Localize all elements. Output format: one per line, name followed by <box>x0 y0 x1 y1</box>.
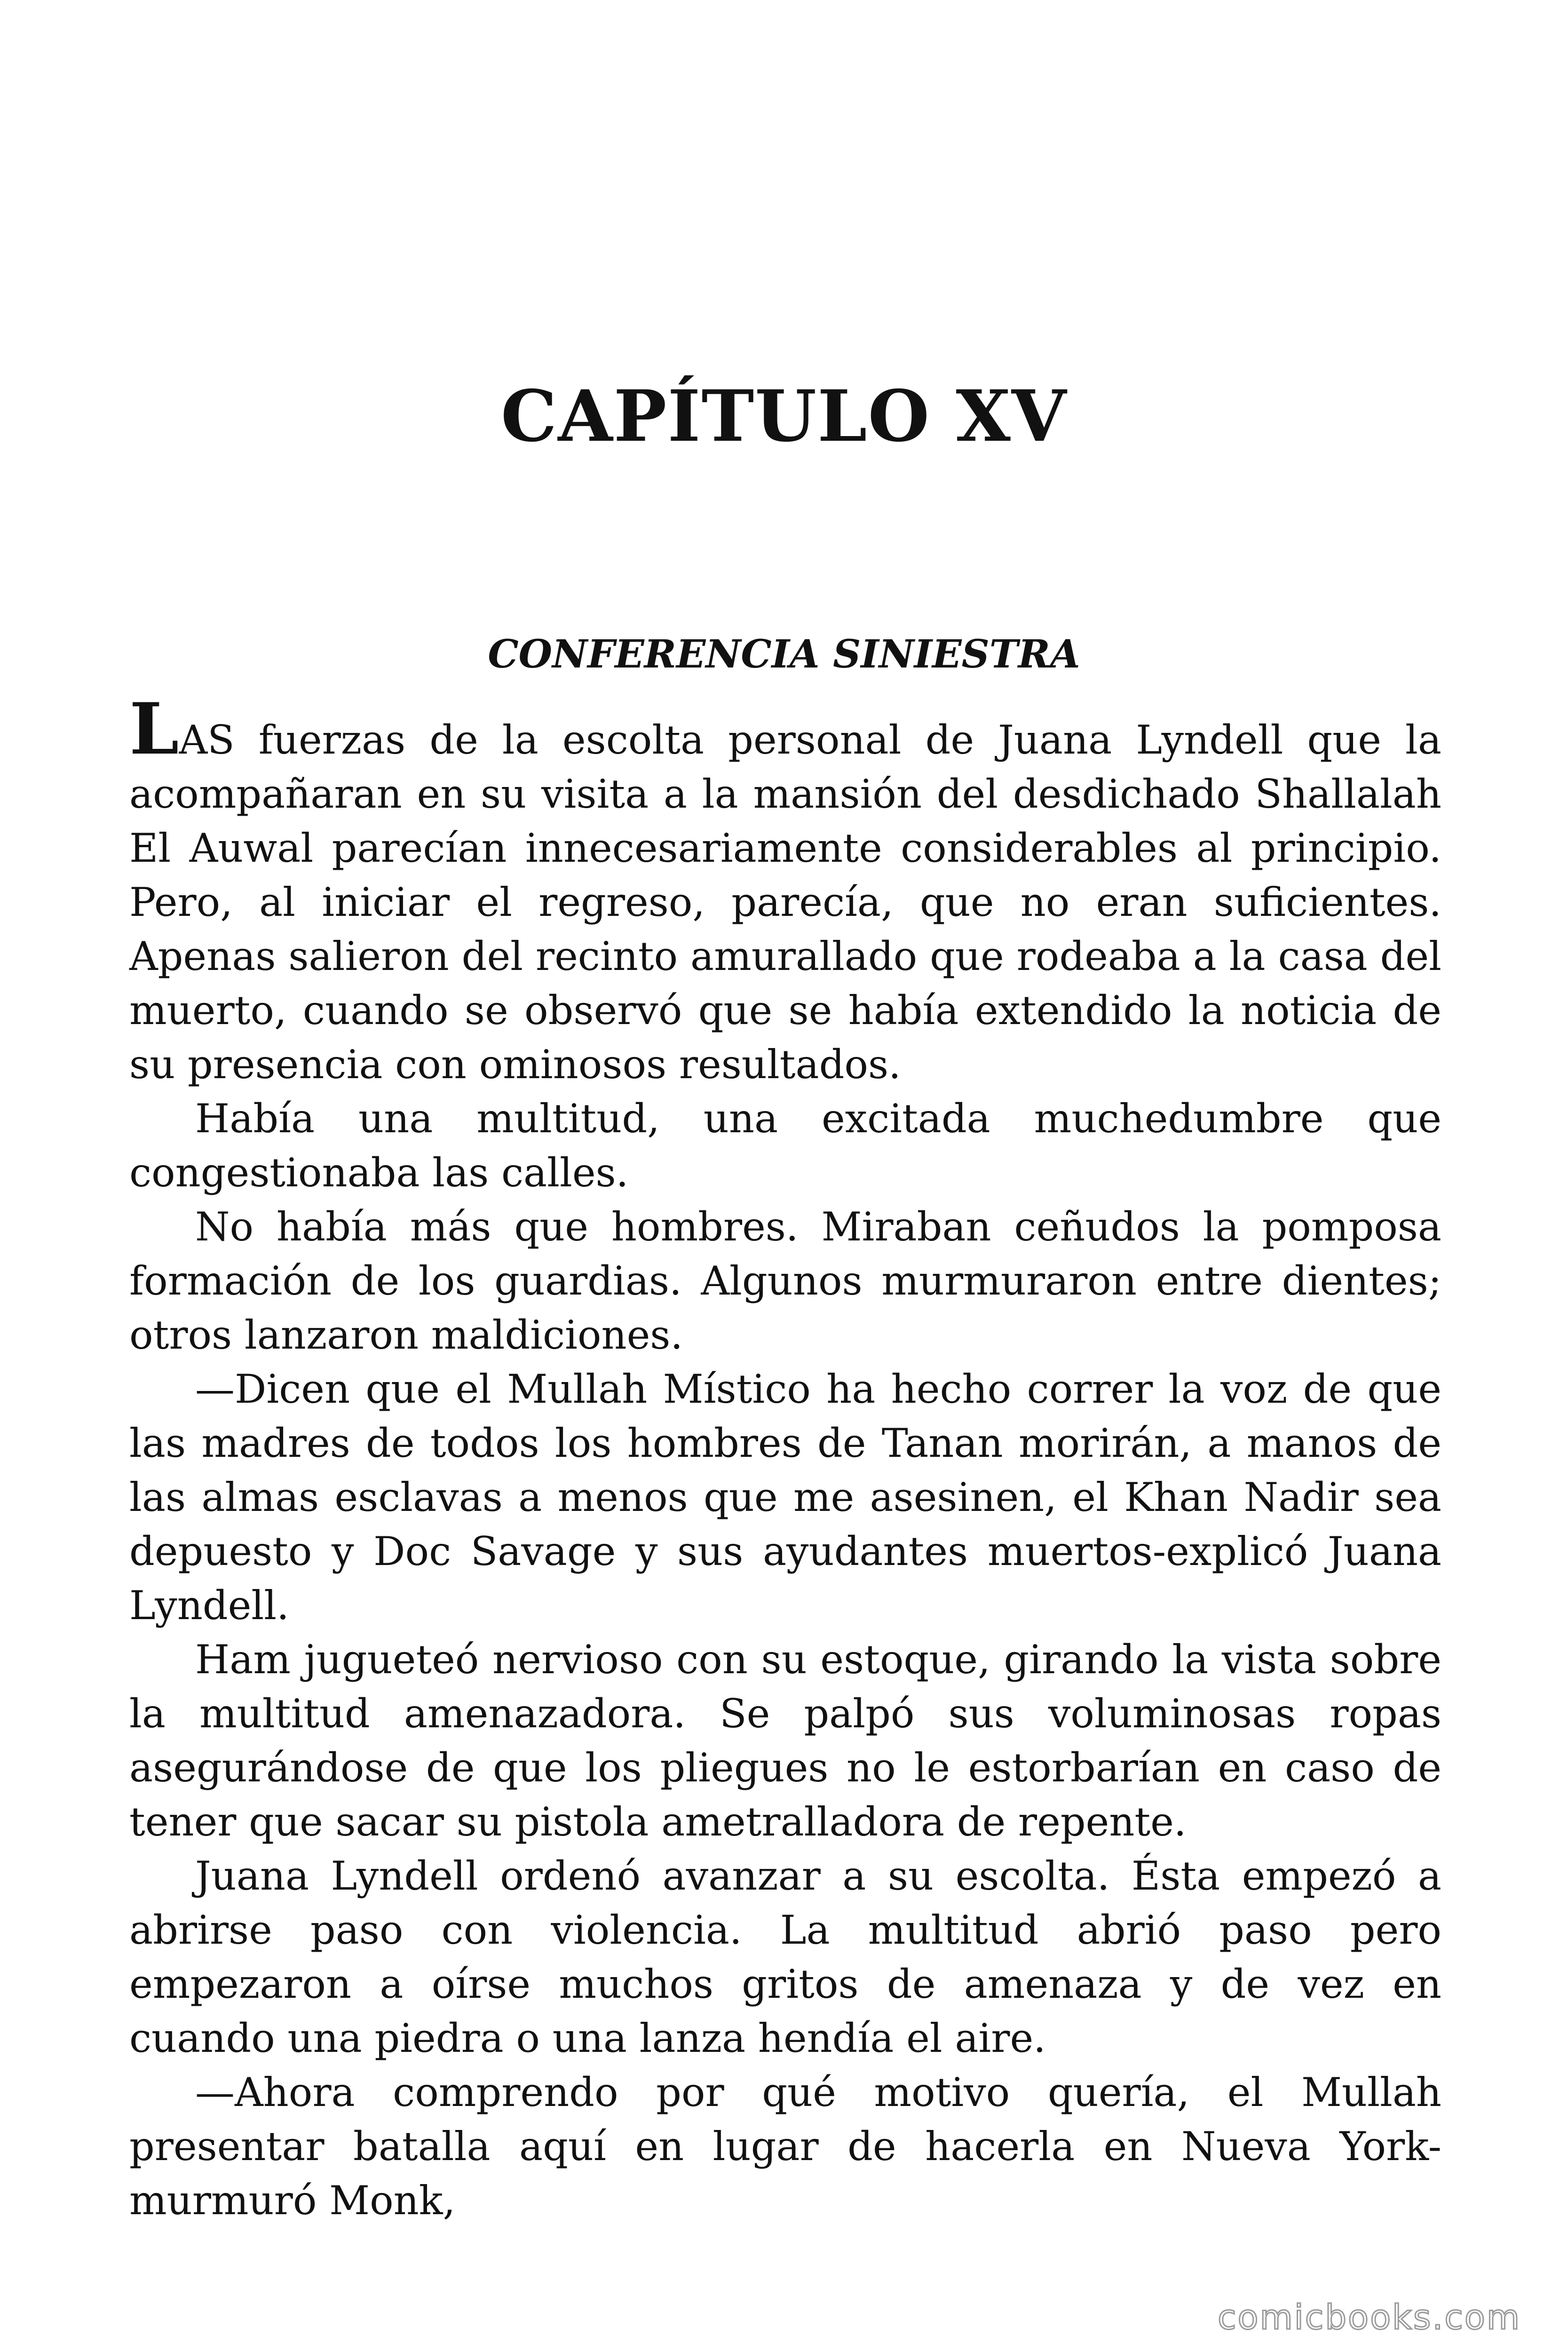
paragraph-2: Había una multitud, una excitada muchedumbre que congestionaba las calles. <box>129 1096 1441 1196</box>
paragraph-text: AS fuerzas de la escolta personal de Juana Lyndell que la acompañaran en su visita a la mansión del desdichado Shallalah El Auwal parecían innecesariamente considerables al principio. Pero, al iniciar el regreso, parecía, que no eran suficientes. Apenas salieron del recinto amurallado que rodeaba a la casa del muerto, cuando se observó que se había extendido la noticia de su presencia con ominosos resultados. <box>129 717 1441 1088</box>
paragraph-7: —Ahora comprendo por qué motivo quería, el Mullah presentar batalla aquí en lugar de hacerla en Nueva York-murmuró Monk, <box>129 2069 1441 2224</box>
paragraph-5: Ham jugueteó nervioso con su estoque, girando la vista sobre la multitud amenazadora. Se palpó sus voluminosas ropas asegurándose de que los pliegues no le estorbarían en caso de tener que sacar su pistola ametralladora de repente. <box>129 1637 1441 1845</box>
paragraph-6: Juana Lyndell ordenó avanzar a su escolta. Ésta empezó a abrirse paso con violencia. La multitud abrió paso pero empezaron a oírse muchos gritos de amenaza y de vez en cuando una piedra o una lanza hendía el aire. <box>129 1853 1441 2061</box>
chapter-body <box>129 688 1441 2228</box>
drop-cap: L <box>129 688 179 771</box>
paragraph-4: —Dicen que el Mullah Místico ha hecho correr la voz de que las madres de todos los hombres de Tanan morirán, a manos de las almas esclavas a menos que me asesinen, el Khan Nadir sea depuesto y Doc Savage y sus ayudantes muertos-explicó Juana Lyndell. <box>129 1366 1441 1629</box>
paragraph-1 <box>129 688 1441 1092</box>
watermark: comicbooks.com <box>1217 2297 1521 2337</box>
chapter-title: CAPÍTULO XV <box>500 375 1068 458</box>
chapter-subtitle: CONFERENCIA SINIESTRA <box>488 632 1080 677</box>
paragraph-3: No había más que hombres. Miraban ceñudos la pomposa formación de los guardias. Algunos murmuraron entre dientes; otros lanzaron maldiciones. <box>129 1204 1441 1358</box>
